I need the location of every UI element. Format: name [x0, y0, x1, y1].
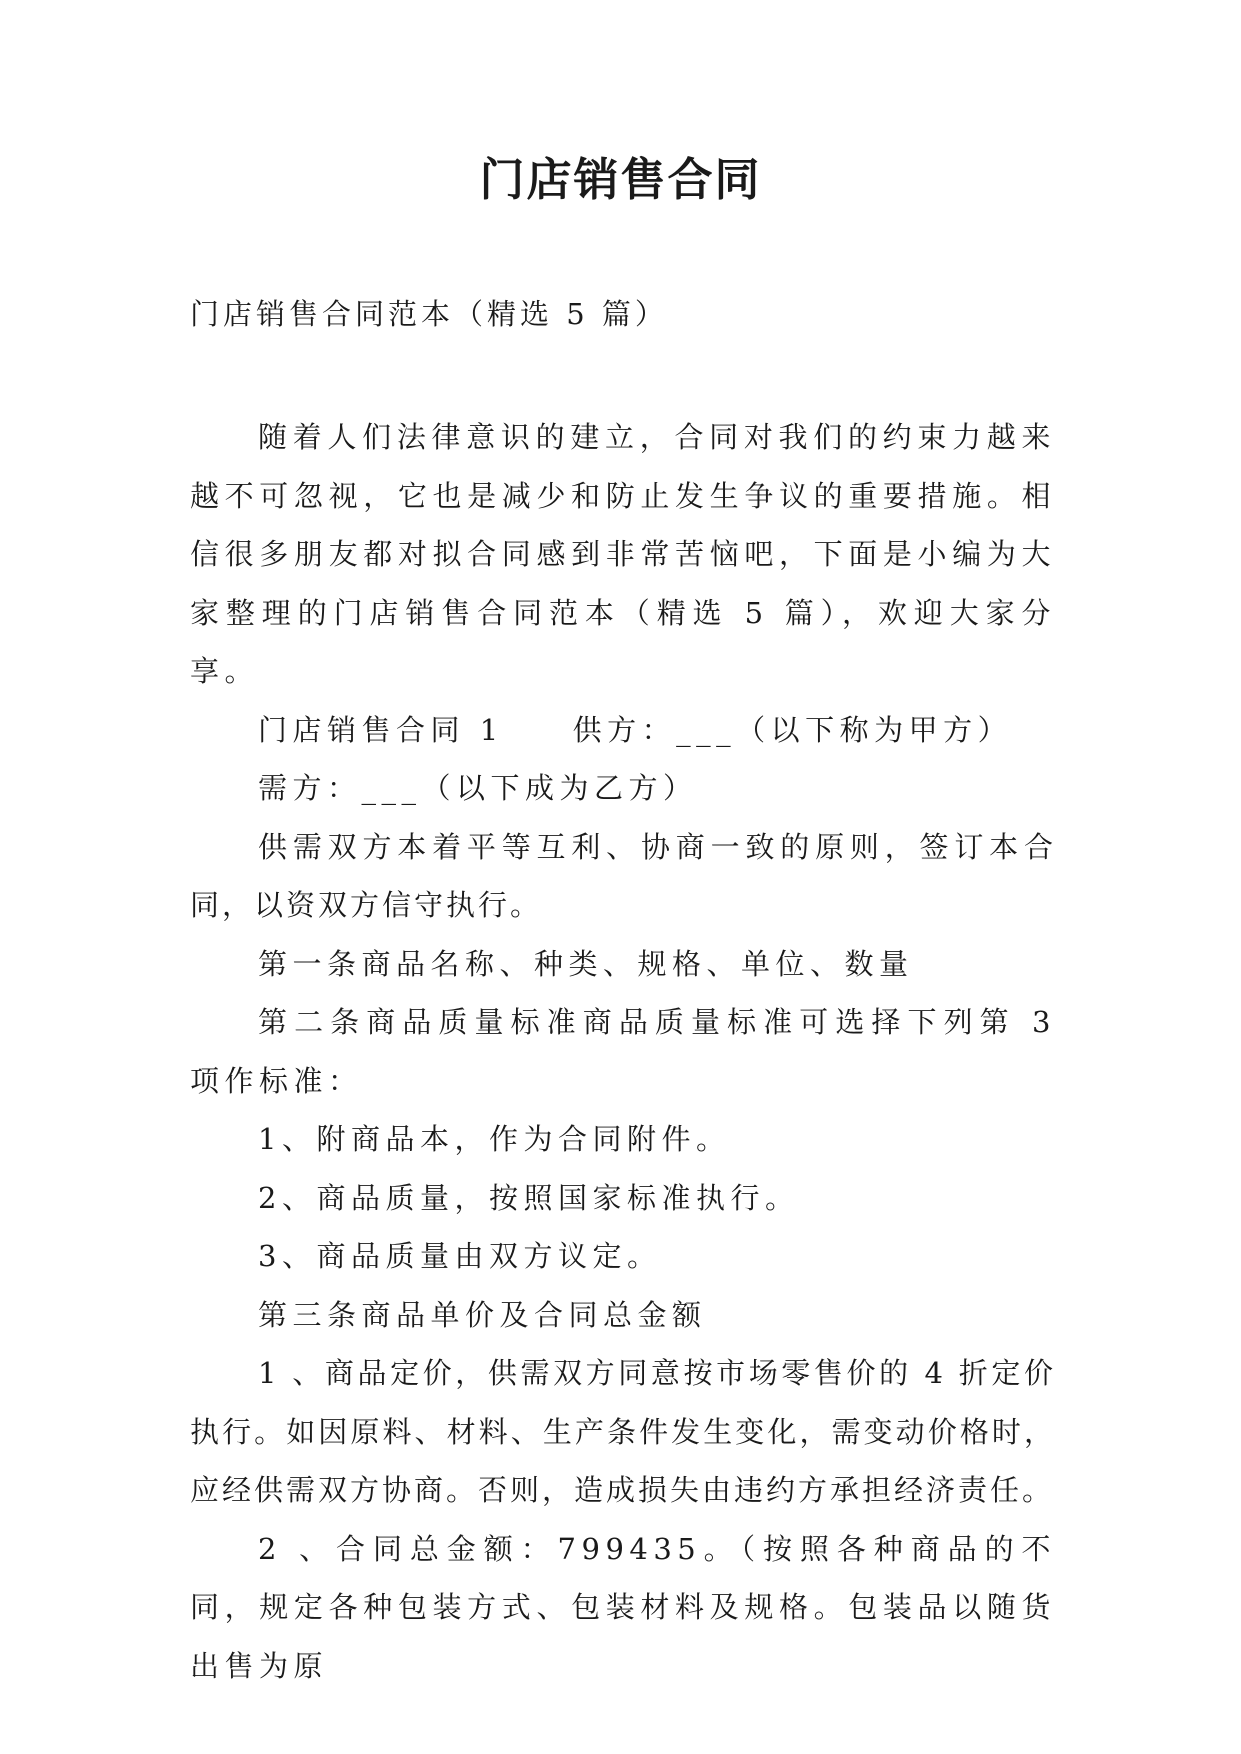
document-body [190, 408, 1056, 1695]
document-title: 门店销售合同 [479, 153, 762, 206]
article-one: 第一条商品名称、种类、规格、单位、数量 [258, 946, 914, 981]
buyer-line: 需方：___（以下成为乙方） [258, 771, 698, 805]
article-two-item-3: 3、商品质量由双方议定。 [258, 1239, 662, 1273]
intro-paragraph: 随着人们法律意识的建立，合同对我们的约束力越来越不可忽视，它也是减少和防止发生争议的重要措施。相信很多朋友都对拟合同感到非常苦恼吧，下面是小编为大家整理的门店销售合同范本（精选 5 篇），欢迎大家分享。 [190, 420, 1056, 688]
principle-paragraph: 供需双方本着平等互利、协商一致的原则，签订本合同，以资双方信守执行。 [190, 829, 1056, 922]
document-subtitle: 门店销售合同范本（精选 5 篇） [190, 297, 668, 331]
article-two-item-1: 1、附商品本，作为合同附件。 [258, 1122, 731, 1156]
contract-heading-parties: 门店销售合同 1 供方：___（以下称为甲方） [258, 712, 1013, 747]
article-three-item-1: 1 、商品定价，供需双方同意按市场零售价的 4 折定价执行。如因原料、材料、生产条件发生变化，需变动价格时，应经供需双方协商。否则，造成损失由违约方承担经济责任。 [190, 1356, 1056, 1507]
article-three-item-2: 2 、合同总金额：799435。（按照各种商品的不同，规定各种包装方式、包装材料及规格。包装品以随货出售为原 [190, 1531, 1056, 1683]
article-two-item-2: 2、商品质量，按照国家标准执行。 [258, 1180, 800, 1215]
article-three: 第三条商品单价及合同总金额 [258, 1297, 707, 1332]
article-two: 第二条商品质量标准商品质量标准可选择下列第 3 项作标准： [190, 1005, 1056, 1098]
